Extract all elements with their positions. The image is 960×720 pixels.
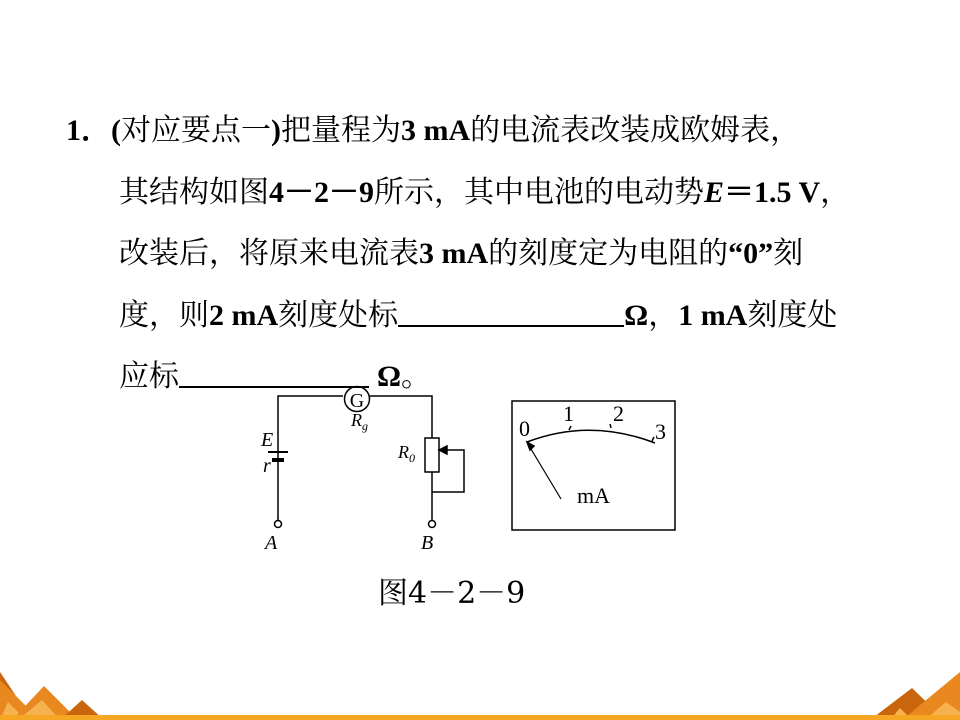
r0-label: $R_0$ bbox=[398, 442, 415, 465]
problem-number: 1． bbox=[66, 114, 111, 147]
rg-label: $R_g$ bbox=[351, 410, 368, 433]
meter-tick-label-1: 1 bbox=[563, 401, 574, 426]
text-segment: 度，则 bbox=[119, 297, 209, 333]
meter-tick-label-0: 0 bbox=[519, 416, 530, 441]
text-segment: 刻 bbox=[773, 236, 804, 271]
text-segment: 。 bbox=[401, 359, 432, 394]
text-segment: 改装后，将原来电流表 bbox=[119, 236, 419, 271]
footer-bar bbox=[0, 715, 960, 720]
figure-ref: 4－2－9 bbox=[269, 175, 374, 209]
text-segment: 的电流表改装成欧姆表， bbox=[470, 113, 801, 148]
emf-value: ＝1.5 V bbox=[724, 175, 821, 209]
text-segment: 刻度处标 bbox=[278, 297, 399, 333]
figure-caption-text: 图4－2－9 bbox=[378, 576, 526, 611]
galvanometer-label: G bbox=[349, 390, 365, 412]
meter-tick-label-3: 3 bbox=[655, 419, 666, 444]
ohm-unit: Ω bbox=[624, 298, 649, 332]
terminal-a-label: A bbox=[265, 532, 278, 554]
meter-tick-label-2: 2 bbox=[613, 401, 624, 426]
paren-close: ) bbox=[271, 114, 281, 147]
meter-unit-label: mA bbox=[577, 483, 610, 508]
text-segment: 的刻度定为电阻的 bbox=[488, 236, 729, 271]
emf-label: E bbox=[261, 429, 274, 451]
text-segment: 所示，其中电池的电动势 bbox=[374, 174, 704, 210]
zero-quote: “0” bbox=[728, 237, 774, 270]
text-segment: 刻度处 bbox=[747, 297, 838, 333]
text-segment: 其结构如图 bbox=[119, 174, 269, 210]
terminal-b-label: B bbox=[421, 532, 434, 554]
range-value: 3 mA bbox=[401, 114, 471, 147]
paren-open: ( bbox=[111, 114, 121, 147]
ohm-unit: Ω bbox=[377, 360, 402, 393]
full-scale-value: 3 mA bbox=[419, 237, 489, 270]
emf-symbol: E bbox=[704, 175, 725, 209]
text-segment: 应标 bbox=[119, 359, 179, 394]
text-segment: ， bbox=[648, 297, 679, 333]
topic-tag: 对应要点一 bbox=[121, 113, 271, 148]
current-1ma: 1 mA bbox=[678, 298, 748, 332]
text-segment: ， bbox=[820, 174, 851, 210]
current-2ma: 2 mA bbox=[209, 298, 279, 332]
internal-r-label: r bbox=[263, 455, 271, 477]
text-segment: 把量程为 bbox=[281, 113, 401, 148]
